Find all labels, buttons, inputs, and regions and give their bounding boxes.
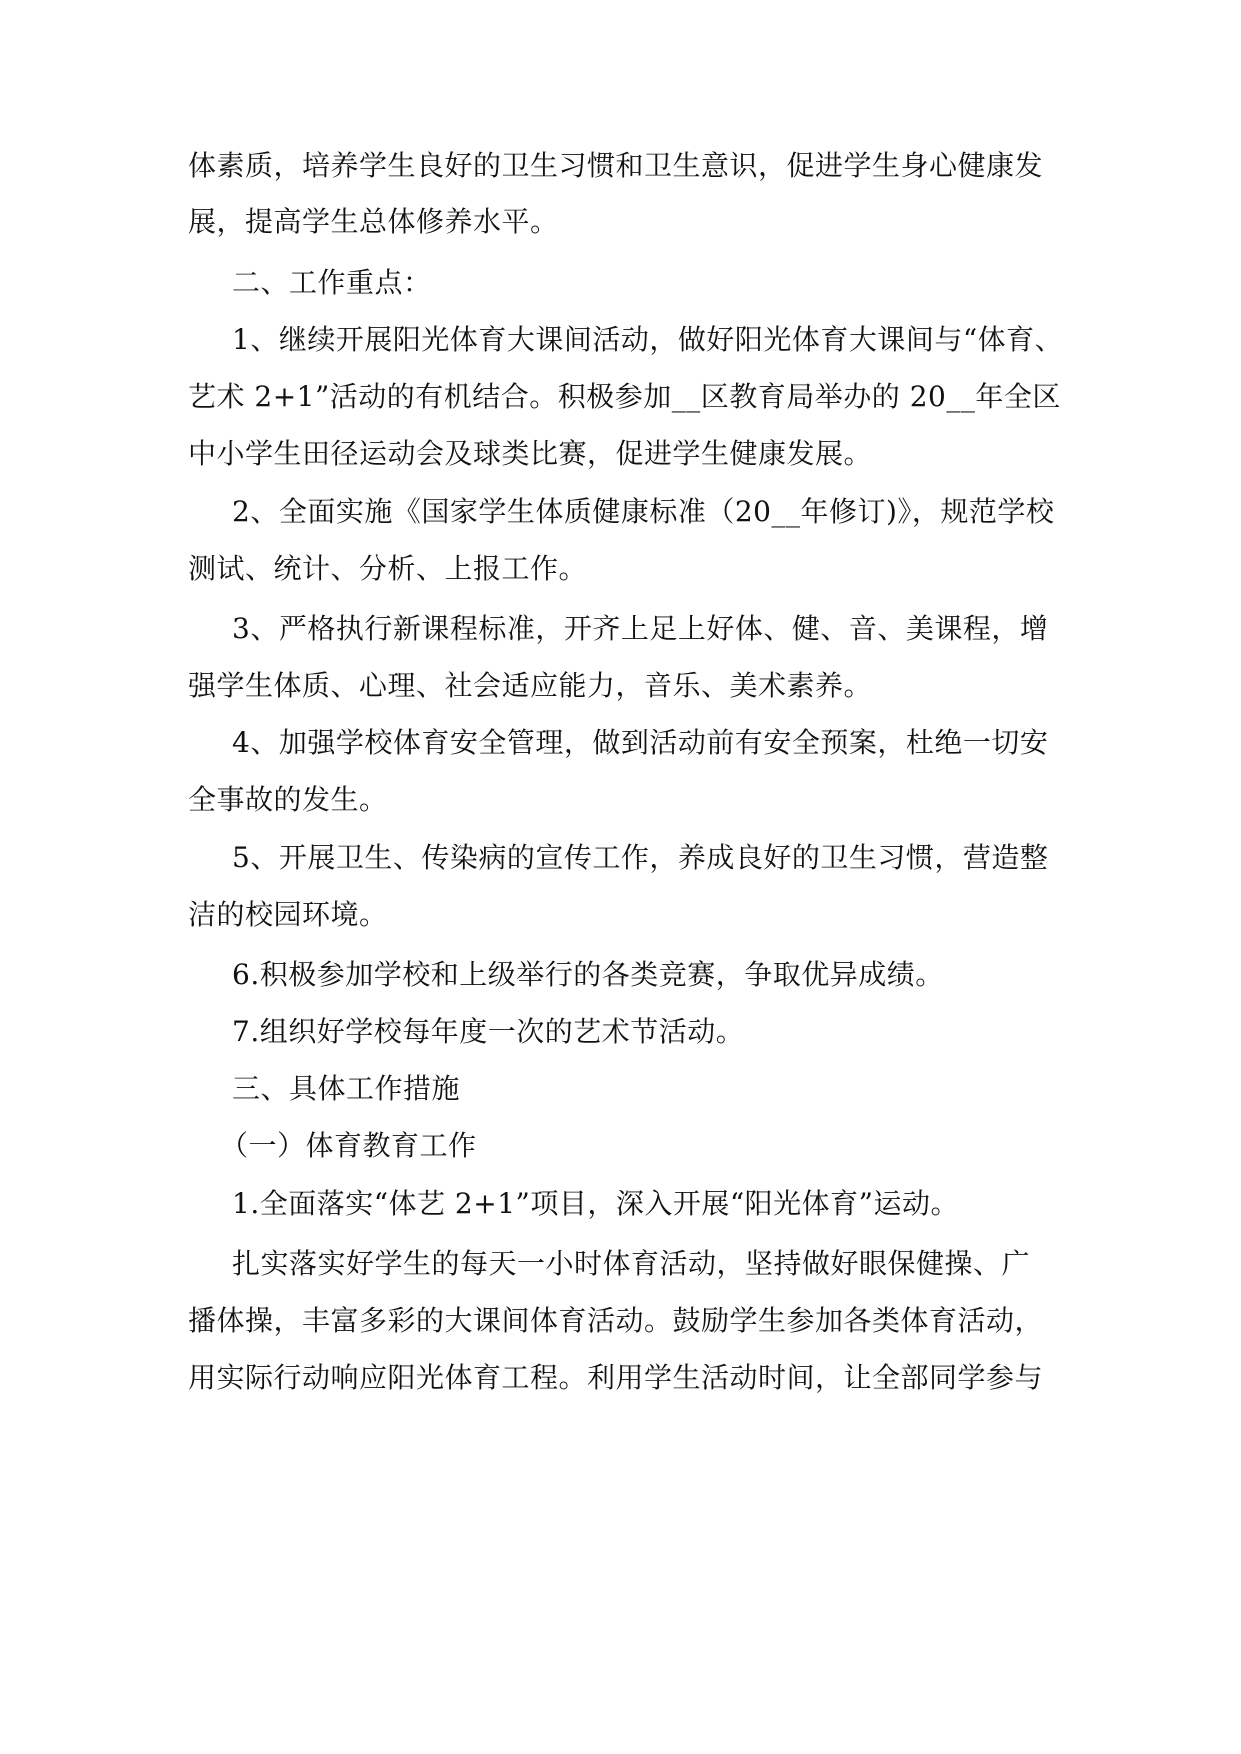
text-line: 播体操，丰富多彩的大课间体育活动。鼓励学生参加各类体育活动， (188, 1304, 1044, 1337)
text-line: 1、继续开展阳光体育大课间活动，做好阳光体育大课间与“体育、 (232, 323, 1064, 356)
section-heading: 三、具体工作措施 (232, 1072, 461, 1105)
text-line: 1.全面落实“体艺 2+1”项目，深入开展“阳光体育”运动。 (232, 1187, 959, 1220)
section-heading: 二、工作重点： (232, 266, 432, 299)
text-line: 3、严格执行新课程标准，开齐上足上好体、健、音、美课程，增 (232, 612, 1049, 645)
text-line: 强学生体质、心理、社会适应能力，音乐、美术素养。 (188, 669, 873, 702)
text-line: 扎实落实好学生的每天一小时体育活动，坚持做好眼保健操、广 (232, 1247, 1031, 1280)
text-line: 6.积极参加学校和上级举行的各类竞赛，争取优异成绩。 (232, 958, 944, 991)
text-line: 用实际行动响应阳光体育工程。利用学生活动时间，让全部同学参与 (188, 1361, 1044, 1394)
text-line: 4、加强学校体育安全管理，做到活动前有安全预案，杜绝一切安 (232, 726, 1049, 759)
subsection-heading: （一）体育教育工作 (220, 1129, 477, 1162)
text-line: 艺术 2+1”活动的有机结合。积极参加__区教育局举办的 20__年全区 (188, 380, 1061, 413)
text-line: 体素质，培养学生良好的卫生习惯和卫生意识，促进学生身心健康发 (188, 149, 1044, 182)
text-line: 展，提高学生总体修养水平。 (188, 205, 559, 238)
text-line: 测试、统计、分析、上报工作。 (188, 552, 588, 585)
text-line: 全事故的发生。 (188, 783, 388, 816)
text-line: 2、全面实施《国家学生体质健康标准（20__年修订)》，规范学校 (232, 495, 1055, 528)
text-line: 中小学生田径运动会及球类比赛，促进学生健康发展。 (188, 437, 873, 470)
text-line: 洁的校园环境。 (188, 898, 388, 931)
text-line: 5、开展卫生、传染病的宣传工作，养成良好的卫生习惯，营造整 (232, 841, 1049, 874)
text-line: 7.组织好学校每年度一次的艺术节活动。 (232, 1015, 745, 1048)
